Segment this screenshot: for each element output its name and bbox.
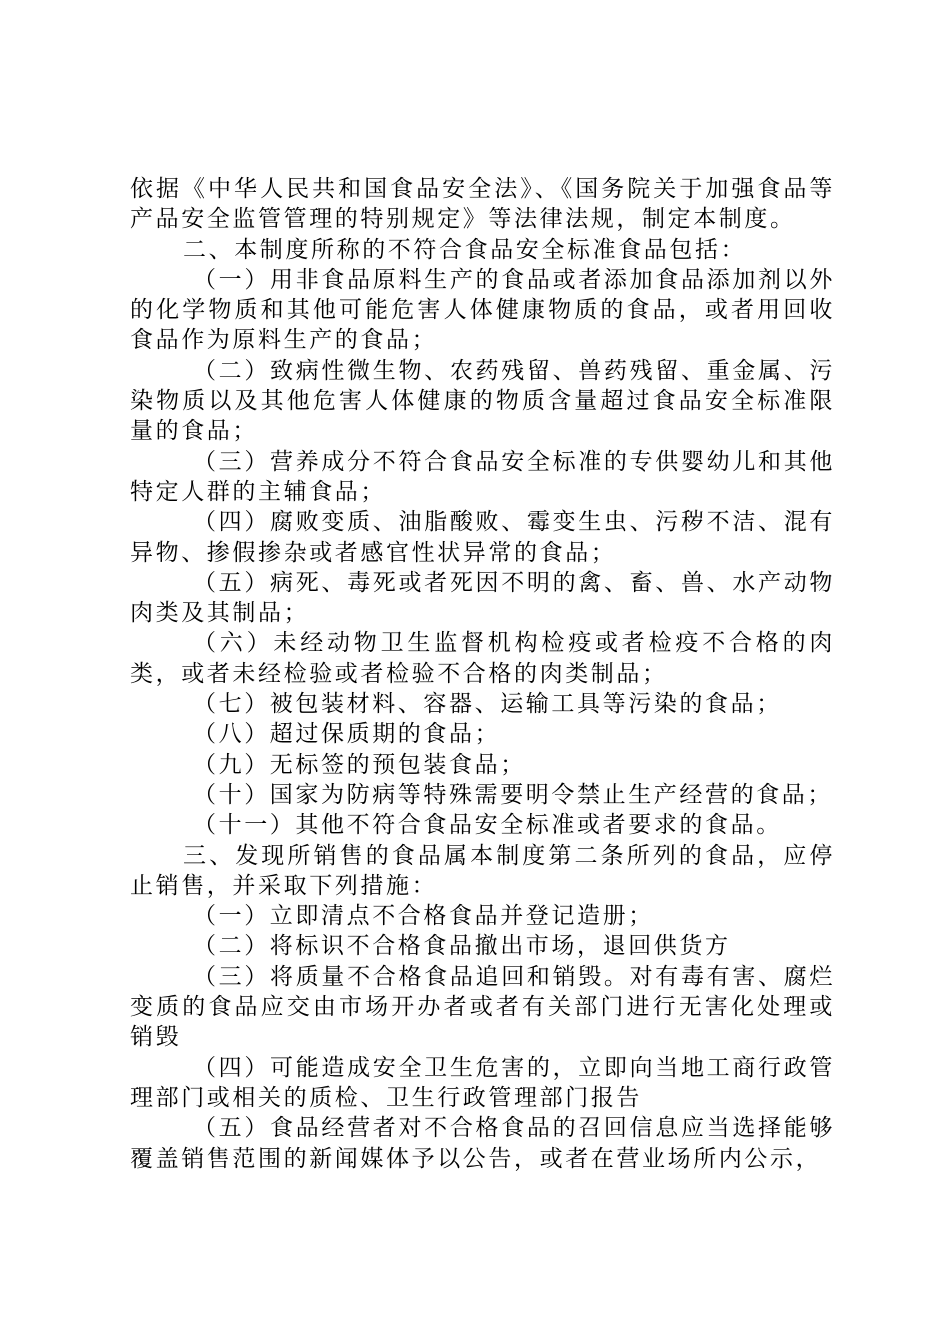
section-2-item-7: （七）被包装材料、容器、运输工具等污染的食品； <box>193 691 782 718</box>
section-3-heading: 三、发现所销售的食品属本制度第二条所列的食品，应停止销售，并采取下列措施： <box>130 842 835 899</box>
section-2-item-8: （八）超过保质期的食品； <box>193 721 501 748</box>
paragraph-basis: 依据《中华人民共和国食品安全法》、《国务院关于加强食品等产品安全监管管理的特别规定》等法律法规，制定本制度。 <box>130 176 835 233</box>
section-2-item-5: （五）病死、毒死或者死因不明的禽、畜、兽、水产动物肉类及其制品； <box>130 569 835 627</box>
document-page <box>130 174 835 1174</box>
section-3-item-4: （四）可能造成安全卫生危害的，立即向当地工商行政管理部门或相关的质检、卫生行政管理部门报告 <box>130 1054 835 1111</box>
section-2-heading: 二、本制度所称的不符合食品安全标准食品包括： <box>183 236 747 263</box>
section-2-item-9: （九）无标签的预包装食品； <box>193 751 526 778</box>
section-2-item-10: （十）国家为防病等特殊需要明令禁止生产经营的食品； <box>193 781 833 808</box>
section-2-item-4: （四）腐败变质、油脂酸败、霉变生虫、污秽不洁、混有异物、掺假掺杂或者感官性状异常的食品； <box>130 509 835 566</box>
section-2-item-1: （一）用非食品原料生产的食品或者添加食品添加剂以外的化学物质和其他可能危害人体健康物质的食品，或者用回收食品作为原料生产的食品； <box>130 266 835 354</box>
section-2-item-2: （二）致病性微生物、农药残留、兽药残留、重金属、污染物质以及其他危害人体健康的物质含量超过食品安全标准限量的食品； <box>130 357 835 445</box>
section-3-item-5: （五）食品经营者对不合格食品的召回信息应当选择能够覆盖销售范围的新闻媒体予以公告，或者在营业场所内公示， <box>130 1115 835 1172</box>
section-3-item-2: （二）将标识不合格食品撤出市场，退回供货方 <box>193 933 731 960</box>
section-3-item-3: （三）将质量不合格食品追回和销毁。对有毒有害、腐烂变质的食品应交由市场开办者或者有关部门进行无害化处理或销毁 <box>130 963 835 1051</box>
section-2-item-6: （六）未经动物卫生监督机构检疫或者检疫不合格的肉类，或者未经检验或者检验不合格的肉类制品； <box>130 630 835 687</box>
section-2-item-3: （三）营养成分不符合食品安全标准的专供婴幼儿和其他特定人群的主辅食品； <box>130 448 835 505</box>
section-3-item-1: （一）立即清点不合格食品并登记造册； <box>193 903 654 930</box>
section-2-item-11: （十一）其他不符合食品安全标准或者要求的食品。 <box>193 812 782 839</box>
